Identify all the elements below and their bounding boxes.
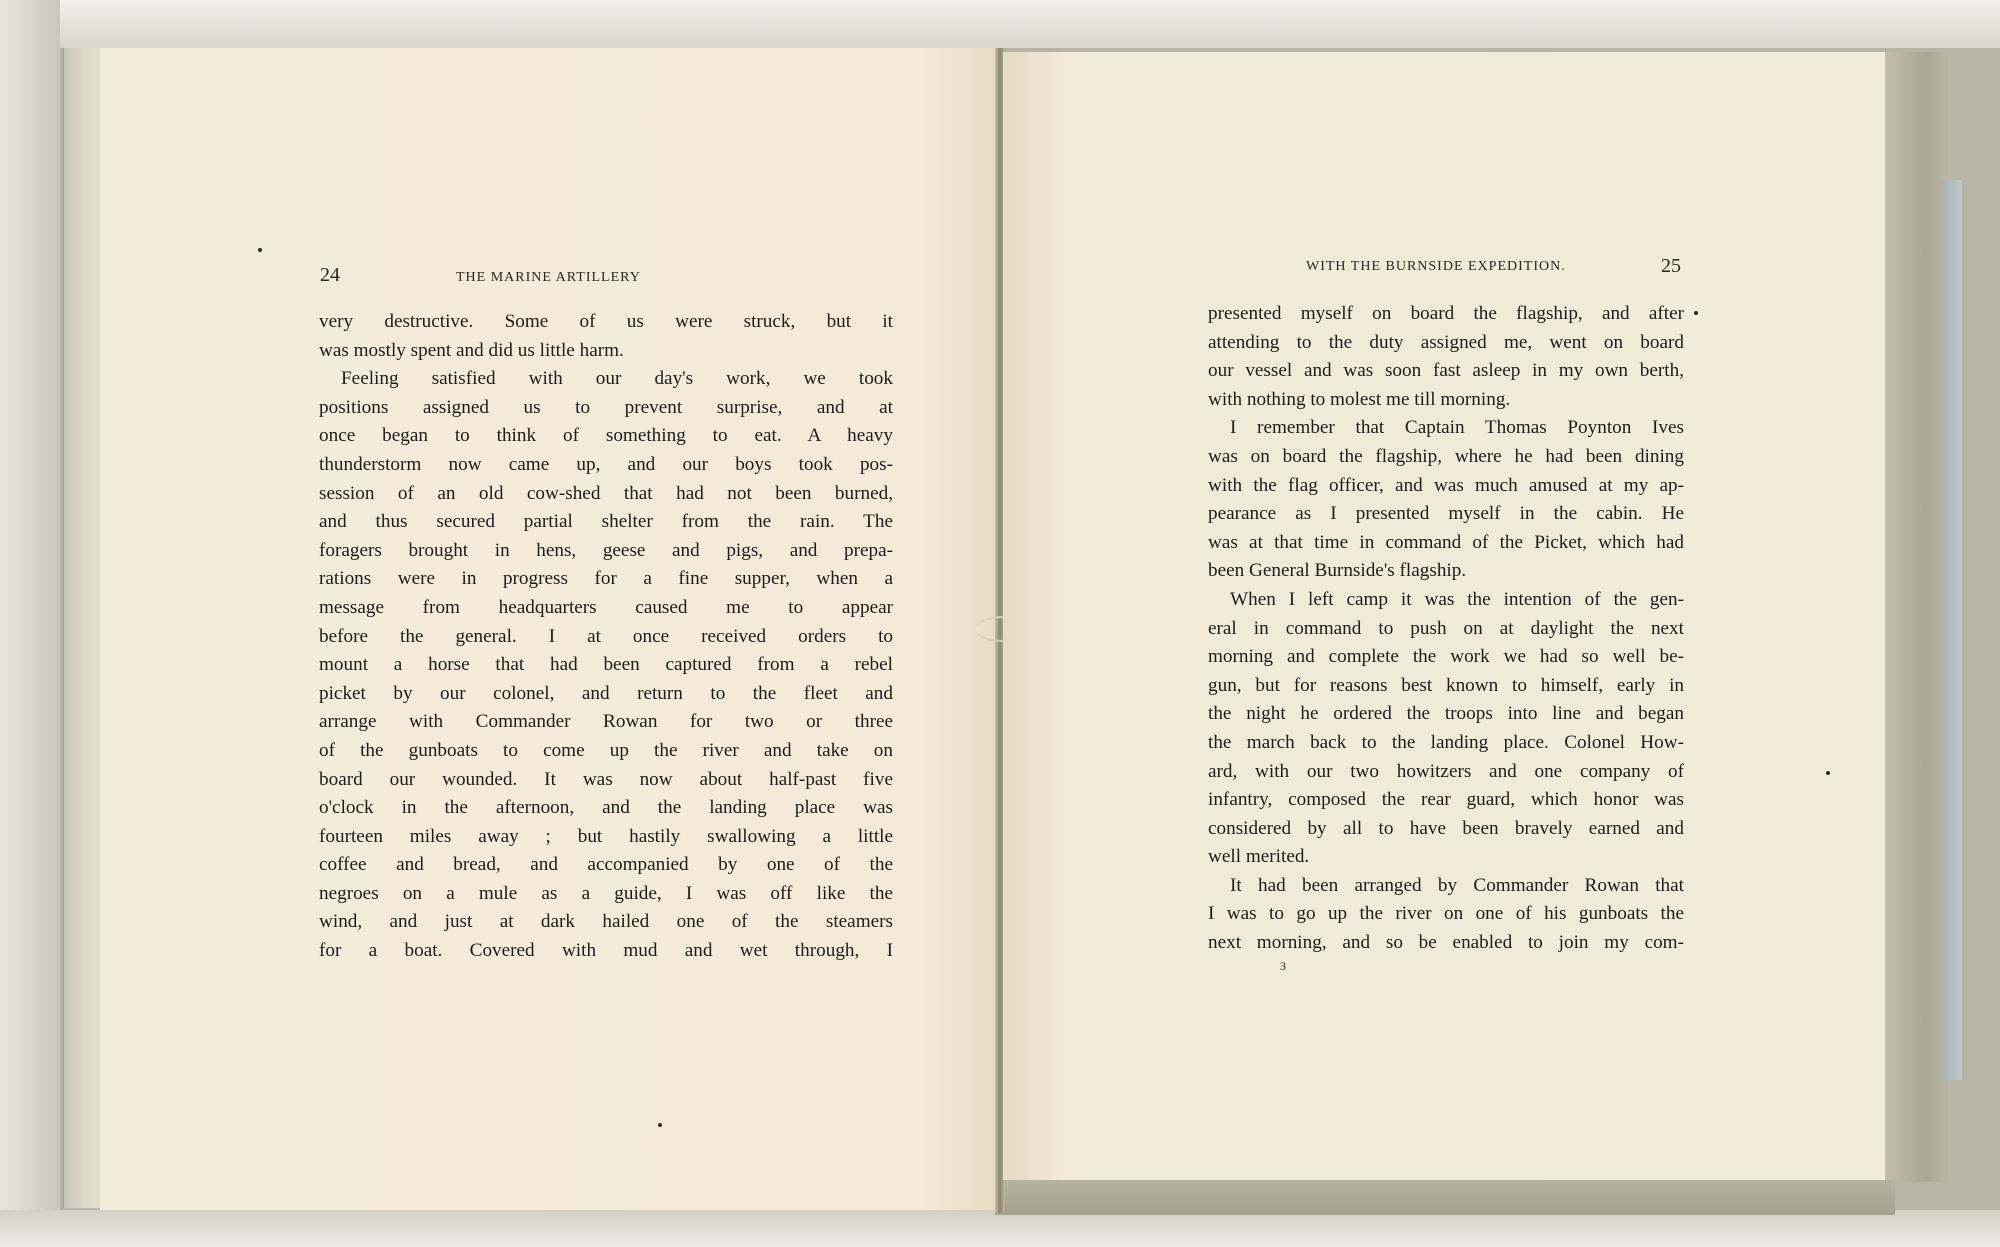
background-left (0, 0, 60, 1247)
text-line: session of an old cow-shed that had not been burned, (319, 482, 893, 504)
left-page (100, 48, 995, 1210)
right-cover-edge (1942, 180, 1962, 1080)
ink-speck (658, 1123, 662, 1127)
ink-speck (258, 248, 262, 252)
text-line: the night he ordered the troops into line and began (1208, 703, 1684, 725)
text-line: mount a horse that had been captured from a rebel (319, 654, 893, 676)
text-line: and thus secured partial shelter from the rain. The (319, 511, 893, 533)
text-line: I remember that Captain Thomas Poynton Ives (1230, 417, 1684, 439)
right-page-stack (1880, 52, 1950, 1182)
text-line: I was to go up the river on one of his gunboats the (1208, 903, 1684, 925)
page-number: 25 (1661, 255, 1681, 277)
text-line: ard, with our two howitzers and one company of (1208, 760, 1684, 782)
text-line: It had been arranged by Commander Rowan that (1230, 874, 1684, 896)
text-line: before the general. I at once received orders to (319, 625, 893, 647)
text-line: for a boat. Covered with mud and wet through, I (319, 940, 893, 962)
text-line: with the flag officer, and was much amused at my ap- (1208, 474, 1684, 496)
text-line: was mostly spent and did us little harm. (319, 339, 624, 361)
ink-speck (1826, 771, 1830, 775)
running-head: WITH THE BURNSIDE EXPEDITION. (1306, 259, 1566, 274)
text-line: message from headquarters caused me to appear (319, 596, 893, 618)
text-line: next morning, and so be enabled to join my com- (1208, 932, 1684, 954)
text-line: infantry, composed the rear guard, which honor was (1208, 789, 1684, 811)
text-line: When I left camp it was the intention of the gen- (1230, 588, 1684, 610)
text-line: with nothing to molest me till morning. (1208, 388, 1511, 410)
ink-speck (1694, 311, 1698, 315)
signature-mark: 3 (1280, 959, 1286, 973)
text-line: eral in command to push on at daylight the next (1208, 617, 1684, 639)
right-page (1003, 52, 1885, 1180)
text-line: considered by all to have been bravely earned and (1208, 817, 1684, 839)
text-line: wind, and just at dark hailed one of the steamers (319, 911, 893, 933)
text-line: arrange with Commander Rowan for two or three (319, 711, 893, 733)
text-line: of the gunboats to come up the river and take on (319, 739, 893, 761)
text-line: well merited. (1208, 846, 1310, 868)
text-line: picket by our colonel, and return to the fleet and (319, 682, 893, 704)
text-line: rations were in progress for a fine supper, when a (319, 568, 893, 590)
text-line: presented myself on board the flagship, and after (1208, 303, 1684, 324)
left-page-stack (62, 48, 104, 1208)
running-head: THE MARINE ARTILLERY (456, 270, 641, 285)
text-line: negroes on a mule as a guide, I was off like the (319, 882, 893, 904)
text-line: coffee and bread, and accompanied by one of the (319, 854, 893, 876)
right-page-body (1208, 300, 1684, 958)
text-line: was at that time in command of the Picket, which had (1208, 531, 1684, 553)
text-line: o'clock in the afternoon, and the landing place was (319, 797, 893, 819)
text-line: pearance as I presented myself in the cabin. He (1208, 503, 1684, 525)
text-line: attending to the duty assigned me, went on board (1208, 331, 1684, 353)
text-line: Feeling satisfied with our day's work, we took (341, 368, 893, 390)
text-line: very destructive. Some of us were struck, but it (319, 311, 893, 332)
left-page-body (319, 308, 893, 966)
page-number: 24 (320, 264, 340, 286)
text-line: thunderstorm now came up, and our boys took pos- (319, 453, 893, 475)
text-line: board our wounded. It was now about half-past five (319, 768, 893, 790)
text-line: morning and complete the work we had so well be- (1208, 646, 1684, 668)
bottom-page-edge (995, 1180, 1895, 1215)
text-line: our vessel and was soon fast asleep in my own berth, (1208, 360, 1684, 382)
background-top (0, 0, 2000, 48)
text-line: been General Burnside's flagship. (1208, 560, 1467, 582)
text-line: the march back to the landing place. Colonel How- (1208, 731, 1684, 753)
text-line: once began to think of something to eat. A heavy (319, 425, 893, 447)
text-line: was on board the flagship, where he had been dining (1208, 445, 1684, 467)
background-bottom (0, 1210, 2000, 1247)
text-line: foragers brought in hens, geese and pigs, and prepa- (319, 539, 893, 561)
text-line: positions assigned us to prevent surprise, and at (319, 396, 893, 418)
text-line: gun, but for reasons best known to himself, early in (1208, 674, 1684, 696)
text-line: fourteen miles away ; but hastily swallowing a little (319, 825, 893, 847)
